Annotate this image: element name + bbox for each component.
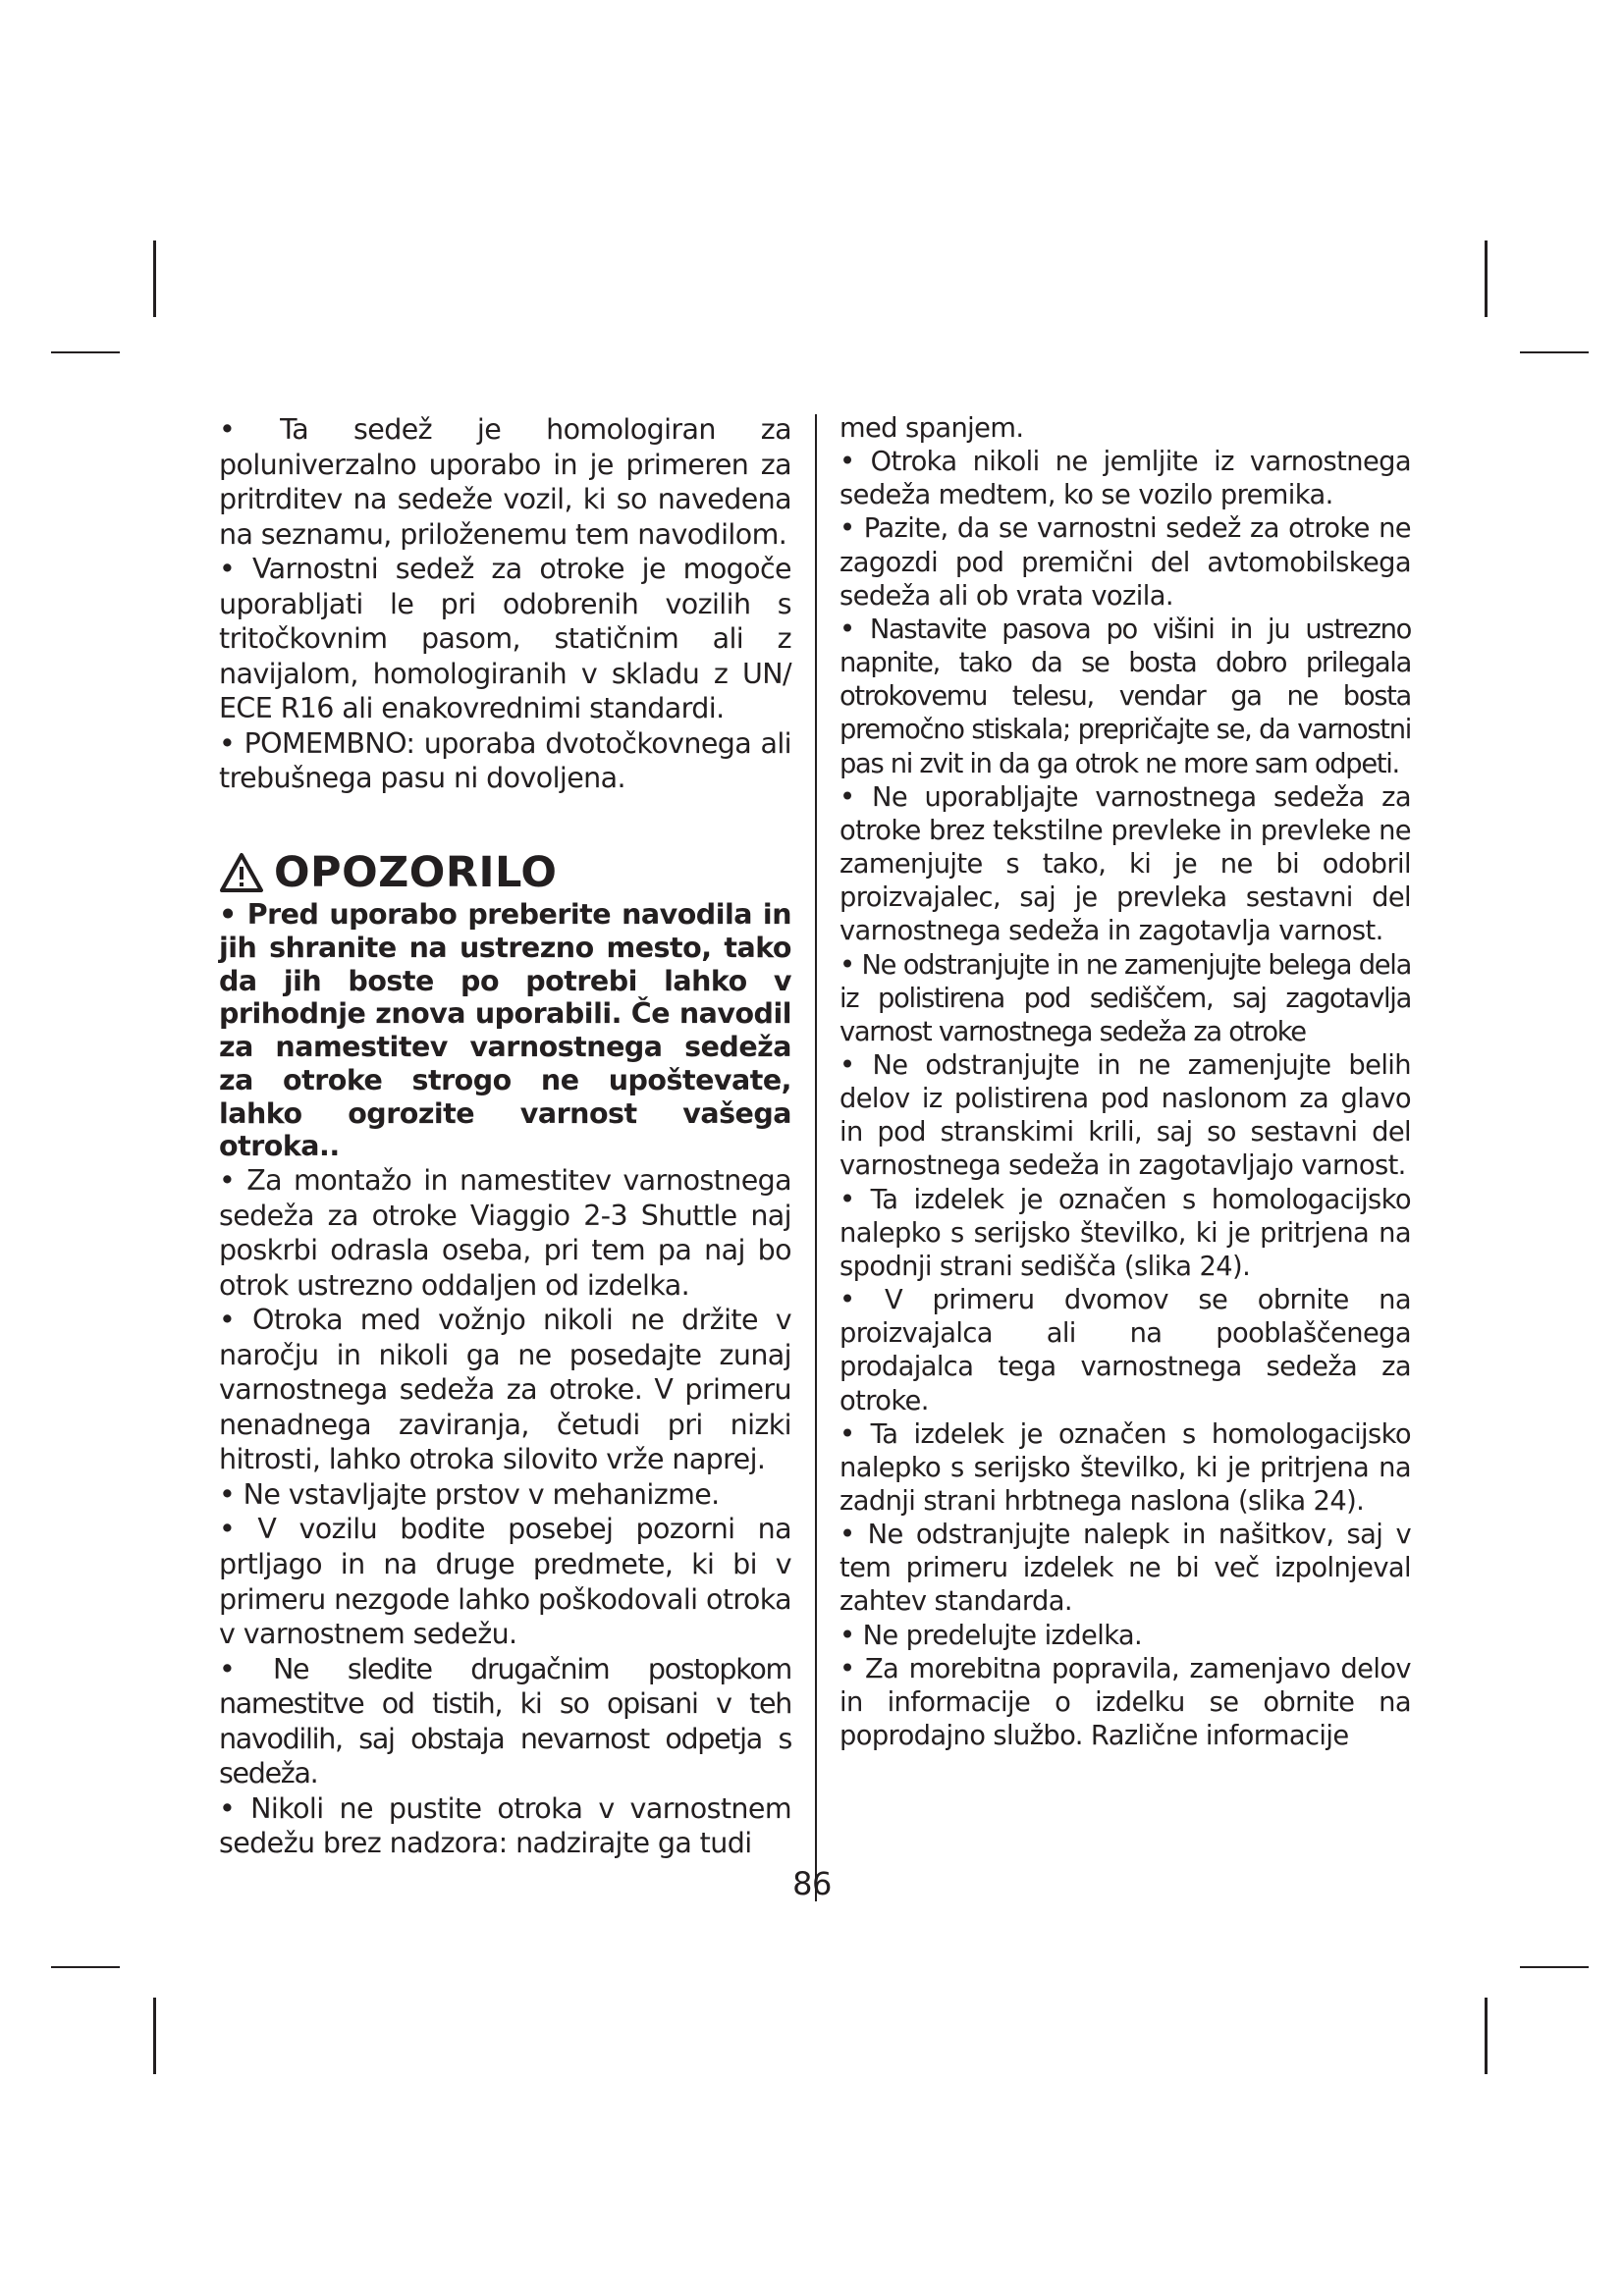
warning-title: OPOZORILO xyxy=(274,848,558,898)
column-divider xyxy=(815,414,817,1901)
left-column xyxy=(219,412,791,1861)
paragraph-polystyrene-seat: • Ne odstranjujte in ne zamenjujte belega dela iz polistirena pod sediščem, saj zagotavlja varnost varnostnega sedeža za otroke xyxy=(839,949,1411,1047)
paragraph-sleep: med spanjem. xyxy=(839,413,1024,444)
paragraph-luggage: • V vozilu bodite posebej pozorni na prtljago in na druge predmete, ki bi v primeru nezgode lahko poškodovali otroka v varnostnem sedežu. xyxy=(219,1513,791,1651)
crop-mark xyxy=(1485,240,1488,317)
paragraph-polystyrene-head: • Ne odstranjujte in ne zamenjujte belih delov iz polistirena pod naslonom za glavo in pod stranskimi krili, saj so sestavni del varnostnega sedeža in zagotavljajo varnost. xyxy=(839,1049,1411,1182)
paragraph-moving: • Otroka nikoli ne jemljite iz varnostnega sedeža medtem, ko se vozilo premika. xyxy=(839,447,1411,511)
crop-mark xyxy=(1520,1966,1589,1968)
paragraph-supervision: • Nikoli ne pustite otroka v varnostnem sedežu brez nadzora: nadzirajte ga tudi xyxy=(219,1791,791,1860)
crop-mark xyxy=(153,1998,156,2074)
crop-mark xyxy=(1485,1998,1488,2074)
right-column xyxy=(839,412,1411,1753)
paragraph-approved-vehicles: • Varnostni sedež za otroke je mogoče uporabljati le pri odobrenih vozilih s tritočkovnim pasom, statičnim ali z navijalom, homologiranih v skladu z UN/ ECE R16 ali enakovrednimi standardi. xyxy=(219,553,791,725)
crop-mark xyxy=(1520,351,1589,353)
paragraph-lap: • Otroka med vožnjo nikoli ne držite v naročju in nikoli ga ne posedajte zunaj varnostnega sedeža za otroke. V primeru nenadnega zaviranja, četudi pri nizki hitrosti, lahko otroka silovito vrže naprej. xyxy=(219,1304,791,1476)
paragraph-doubts: • V primeru dvomov se obrnite na proizvajalca ali na pooblaščenega prodajalca tega varnostnega sedeža za otroke. xyxy=(839,1285,1411,1416)
paragraph-procedures: • Ne sledite drugačnim postopkom namestitve od tistih, ki so opisani v teh navodilih, saj obstaja nevarnost odpetja s sedeža. xyxy=(219,1652,791,1790)
paragraph-jam: • Pazite, da se varnostni sedež za otroke ne zagozdi pod premični del avtomobilskega sedeža ali ob vrata vozila. xyxy=(839,513,1411,612)
paragraph-repairs: • Za morebitna popravila, zamenjavo delov in informacije o izdelku se obrnite na poprodajno službo. Različne informacije xyxy=(839,1653,1411,1752)
paragraph-modify: • Ne predelujte izdelka. xyxy=(839,1620,1143,1651)
crop-mark xyxy=(51,1966,120,1968)
paragraph-installation: • Za montažo in namestitev varnostnega sedeža za otroke Viaggio 2-3 Shuttle naj poskrbi odrasla oseba, pri tem pa naj bo otrok ustrezno oddaljen od izdelka. xyxy=(219,1164,791,1302)
paragraph-cover: • Ne uporabljajte varnostnega sedeža za otroke brez tekstilne prevleke in prevleke ne zamenjujte s tako, ki je ne bi odobril proizvajalec, saj je prevleka sestavni del varnostnega sedeža in zagotavlja varnost. xyxy=(839,781,1411,947)
crop-mark xyxy=(51,351,120,353)
paragraph-important: • POMEMBNO: uporaba dvotočkovnega ali trebušnega pasu ni dovoljena. xyxy=(219,726,791,795)
paragraph-harness: • Nastavite pasova po višini in ju ustrezno napnite, tako da se bosta dobro prilegala otrokovemu telesu, vendar ga ne bosta premočno stiskala; prepričajte se, da varnostni pas ni zvit in da ga otrok ne more sam odpeti. xyxy=(839,614,1411,779)
warning-text: • Pred uporabo preberite navodila in jih shranite na ustrezno mesto, tako da jih boste po potrebi lahko v prihodnje znova uporabili. Če navodil za namestitev varnostnega sedeža za otroke strogo ne upoštevate, lahko ogrozite varnost vašega otroka.. xyxy=(219,898,791,1163)
page-number: 86 xyxy=(792,1865,832,1902)
warning-heading xyxy=(219,847,791,898)
crop-mark xyxy=(153,240,156,317)
paragraph-label-seat: • Ta izdelek je označen s homologacijsko nalepko s serijsko številko, ki je pritrjena na spodnji strani sedišča (slika 24). xyxy=(839,1184,1411,1282)
paragraph-homologation: • Ta sedež je homologiran za poluniverzalno uporabo in je primeren za pritrditev na sedeže vozil, ki so navedena na seznamu, priloženemu tem navodilom. xyxy=(219,413,791,551)
warning-triangle-icon xyxy=(219,852,264,893)
paragraph-label-back: • Ta izdelek je označen s homologacijsko nalepko s serijsko številko, ki je pritrjena na zadnji strani hrbtnega naslona (slika 24). xyxy=(839,1418,1411,1517)
paragraph-labels: • Ne odstranjujte nalepk in našitkov, saj v tem primeru izdelek ne bi več izpolnjeval zahtev standarda. xyxy=(839,1520,1411,1618)
paragraph-fingers: • Ne vstavljajte prstov v mehanizme. xyxy=(219,1477,720,1511)
